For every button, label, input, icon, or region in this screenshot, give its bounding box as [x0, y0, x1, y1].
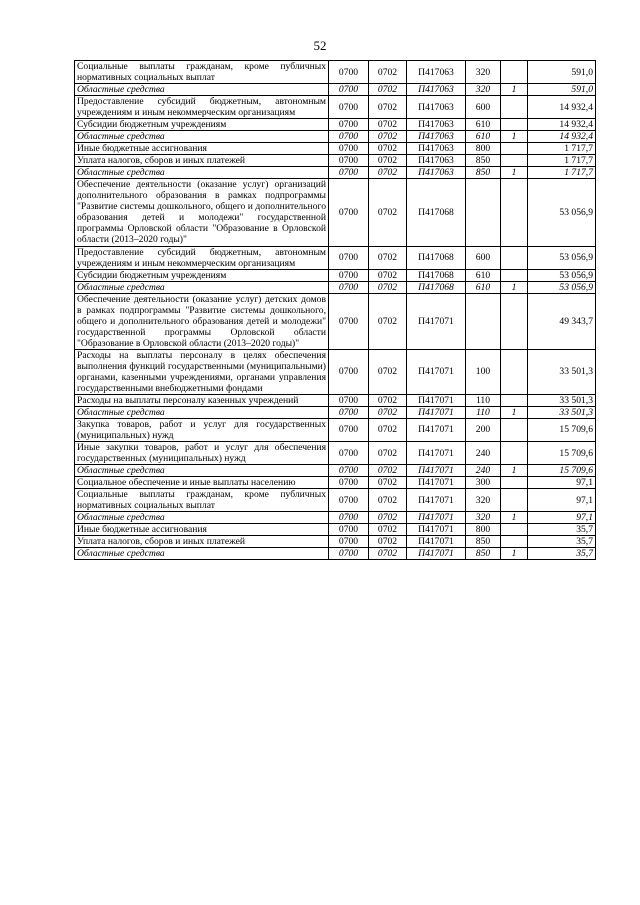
- target-article-cell: П417068: [407, 281, 466, 293]
- expense-name-cell: Обеспечение деятельности (оказание услуг) организаций дополнительного образования в рамках подпрограммы "Развитие системы дошкольного, общего и дополнительного образования детей и молодежи" государственной программы Орловской области "Образование в Орловской области (2013–2020 годы)": [75, 179, 329, 246]
- expense-name-cell: Субсидии бюджетным учреждениям: [75, 269, 329, 281]
- table-row: [75, 349, 596, 394]
- expense-name-cell: Субсидии бюджетным учреждениям: [75, 119, 329, 131]
- table-row: [75, 442, 596, 465]
- funding-source-cell: 1: [501, 281, 528, 293]
- expense-type-cell: 850: [466, 155, 501, 167]
- section-code-cell: 0700: [329, 281, 369, 293]
- expense-type-cell: [466, 293, 501, 349]
- table-row: [75, 179, 596, 246]
- expense-name-cell: Иные бюджетные ассигнования: [75, 524, 329, 536]
- funding-source-cell: 1: [501, 84, 528, 96]
- amount-cell: 1 717,7: [528, 143, 596, 155]
- subsection-code-cell: 0702: [369, 477, 407, 489]
- funding-source-cell: [501, 489, 528, 512]
- section-code-cell: 0700: [329, 394, 369, 406]
- target-article-cell: П417071: [407, 349, 466, 394]
- funding-source-cell: [501, 524, 528, 536]
- table-row: [75, 96, 596, 119]
- target-article-cell: П417063: [407, 84, 466, 96]
- expense-type-cell: 850: [466, 548, 501, 560]
- table-row: [75, 281, 596, 293]
- funding-source-cell: [501, 155, 528, 167]
- section-code-cell: 0700: [329, 477, 369, 489]
- table-row: [75, 548, 596, 560]
- amount-cell: 1 717,7: [528, 167, 596, 179]
- expense-name-cell: Уплата налогов, сборов и иных платежей: [75, 155, 329, 167]
- subsection-code-cell: 0702: [369, 349, 407, 394]
- target-article-cell: П417071: [407, 536, 466, 548]
- expense-type-cell: 110: [466, 406, 501, 418]
- section-code-cell: 0700: [329, 406, 369, 418]
- subsection-code-cell: 0702: [369, 293, 407, 349]
- funding-source-cell: [501, 179, 528, 246]
- amount-cell: 15 709,6: [528, 442, 596, 465]
- expense-name-cell: Обеспечение деятельности (оказание услуг) детских домов в рамках подпрограммы "Развитие системы дошкольного, общего и дополнительного образования детей и молодежи" государственной программы Орловской области "Образование в Орловской области (2013–2020 годы)": [75, 293, 329, 349]
- expense-name-cell: Областные средства: [75, 167, 329, 179]
- target-article-cell: П417063: [407, 61, 466, 84]
- section-code-cell: 0700: [329, 512, 369, 524]
- amount-cell: 33 501,3: [528, 394, 596, 406]
- funding-source-cell: [501, 536, 528, 548]
- expense-name-cell: Областные средства: [75, 465, 329, 477]
- funding-source-cell: [501, 143, 528, 155]
- expense-name-cell: Предоставление субсидий бюджетным, автономным учреждениям и иным некоммерческим организациям: [75, 96, 329, 119]
- target-article-cell: П417063: [407, 167, 466, 179]
- subsection-code-cell: 0702: [369, 269, 407, 281]
- table-row: [75, 143, 596, 155]
- expense-name-cell: Областные средства: [75, 84, 329, 96]
- expense-name-cell: Областные средства: [75, 512, 329, 524]
- funding-source-cell: 1: [501, 465, 528, 477]
- section-code-cell: 0700: [329, 84, 369, 96]
- section-code-cell: 0700: [329, 96, 369, 119]
- target-article-cell: П417071: [407, 394, 466, 406]
- amount-cell: 49 343,7: [528, 293, 596, 349]
- funding-source-cell: [501, 61, 528, 84]
- target-article-cell: П417071: [407, 442, 466, 465]
- table-row: [75, 465, 596, 477]
- subsection-code-cell: 0702: [369, 394, 407, 406]
- budget-table: [74, 60, 596, 560]
- expense-name-cell: Областные средства: [75, 548, 329, 560]
- subsection-code-cell: 0702: [369, 489, 407, 512]
- subsection-code-cell: 0702: [369, 143, 407, 155]
- page-number: 52: [313, 38, 327, 53]
- table-row: [75, 512, 596, 524]
- funding-source-cell: [501, 119, 528, 131]
- amount-cell: 14 932,4: [528, 96, 596, 119]
- target-article-cell: П417071: [407, 524, 466, 536]
- subsection-code-cell: 0702: [369, 418, 407, 441]
- section-code-cell: 0700: [329, 548, 369, 560]
- expense-name-cell: Областные средства: [75, 406, 329, 418]
- section-code-cell: 0700: [329, 418, 369, 441]
- table-row: [75, 489, 596, 512]
- target-article-cell: П417071: [407, 465, 466, 477]
- table-row: [75, 536, 596, 548]
- table-row: [75, 269, 596, 281]
- section-code-cell: 0700: [329, 167, 369, 179]
- amount-cell: 35,7: [528, 536, 596, 548]
- section-code-cell: 0700: [329, 246, 369, 269]
- target-article-cell: П417071: [407, 418, 466, 441]
- expense-type-cell: 320: [466, 489, 501, 512]
- amount-cell: 33 501,3: [528, 406, 596, 418]
- table-row: [75, 84, 596, 96]
- expense-name-cell: Социальное обеспечение и иные выплаты населению: [75, 477, 329, 489]
- expense-name-cell: Расходы на выплаты персоналу в целях обеспечения выполнения функций государственными (муниципальными) органами, казенными учреждениями, органами управления государственными внебюджетными фондами: [75, 349, 329, 394]
- subsection-code-cell: 0702: [369, 96, 407, 119]
- table-row: [75, 61, 596, 84]
- amount-cell: 14 932,4: [528, 119, 596, 131]
- subsection-code-cell: 0702: [369, 131, 407, 143]
- funding-source-cell: [501, 418, 528, 441]
- expense-type-cell: 610: [466, 269, 501, 281]
- section-code-cell: 0700: [329, 269, 369, 281]
- table-row: [75, 131, 596, 143]
- amount-cell: 35,7: [528, 524, 596, 536]
- amount-cell: 14 932,4: [528, 131, 596, 143]
- amount-cell: 15 709,6: [528, 418, 596, 441]
- expense-type-cell: 600: [466, 96, 501, 119]
- subsection-code-cell: 0702: [369, 155, 407, 167]
- table-row: [75, 119, 596, 131]
- section-code-cell: 0700: [329, 442, 369, 465]
- expense-type-cell: 850: [466, 536, 501, 548]
- section-code-cell: 0700: [329, 349, 369, 394]
- funding-source-cell: [501, 477, 528, 489]
- table-body: [75, 61, 596, 560]
- expense-type-cell: 610: [466, 119, 501, 131]
- expense-name-cell: Социальные выплаты гражданам, кроме публичных нормативных социальных выплат: [75, 489, 329, 512]
- funding-source-cell: [501, 96, 528, 119]
- table-row: [75, 406, 596, 418]
- subsection-code-cell: 0702: [369, 465, 407, 477]
- table-row: [75, 524, 596, 536]
- funding-source-cell: [501, 394, 528, 406]
- funding-source-cell: [501, 246, 528, 269]
- amount-cell: 591,0: [528, 84, 596, 96]
- funding-source-cell: 1: [501, 406, 528, 418]
- target-article-cell: П417063: [407, 131, 466, 143]
- expense-type-cell: 100: [466, 349, 501, 394]
- target-article-cell: П417068: [407, 269, 466, 281]
- expense-type-cell: 610: [466, 281, 501, 293]
- section-code-cell: 0700: [329, 489, 369, 512]
- table-row: [75, 293, 596, 349]
- amount-cell: 53 056,9: [528, 281, 596, 293]
- section-code-cell: 0700: [329, 179, 369, 246]
- target-article-cell: П417071: [407, 293, 466, 349]
- expense-type-cell: 110: [466, 394, 501, 406]
- target-article-cell: П417071: [407, 512, 466, 524]
- expense-type-cell: 320: [466, 61, 501, 84]
- expense-type-cell: [466, 179, 501, 246]
- expense-type-cell: 240: [466, 465, 501, 477]
- funding-source-cell: [501, 442, 528, 465]
- funding-source-cell: 1: [501, 131, 528, 143]
- section-code-cell: 0700: [329, 155, 369, 167]
- amount-cell: 35,7: [528, 548, 596, 560]
- subsection-code-cell: 0702: [369, 84, 407, 96]
- table-row: [75, 394, 596, 406]
- expense-type-cell: 800: [466, 524, 501, 536]
- expense-type-cell: 610: [466, 131, 501, 143]
- expense-name-cell: Иные бюджетные ассигнования: [75, 143, 329, 155]
- table-row: [75, 418, 596, 441]
- subsection-code-cell: 0702: [369, 179, 407, 246]
- expense-name-cell: Областные средства: [75, 131, 329, 143]
- expense-type-cell: 200: [466, 418, 501, 441]
- amount-cell: 1 717,7: [528, 155, 596, 167]
- expense-type-cell: 320: [466, 84, 501, 96]
- expense-name-cell: Закупка товаров, работ и услуг для государственных (муниципальных) нужд: [75, 418, 329, 441]
- expense-name-cell: Областные средства: [75, 281, 329, 293]
- amount-cell: 53 056,9: [528, 269, 596, 281]
- funding-source-cell: [501, 349, 528, 394]
- expense-name-cell: Социальные выплаты гражданам, кроме публичных нормативных социальных выплат: [75, 61, 329, 84]
- target-article-cell: П417071: [407, 406, 466, 418]
- funding-source-cell: 1: [501, 512, 528, 524]
- target-article-cell: П417071: [407, 548, 466, 560]
- subsection-code-cell: 0702: [369, 512, 407, 524]
- subsection-code-cell: 0702: [369, 536, 407, 548]
- section-code-cell: 0700: [329, 119, 369, 131]
- amount-cell: 53 056,9: [528, 179, 596, 246]
- table-row: [75, 155, 596, 167]
- target-article-cell: П417063: [407, 155, 466, 167]
- target-article-cell: П417068: [407, 179, 466, 246]
- amount-cell: 15 709,6: [528, 465, 596, 477]
- table-row: [75, 477, 596, 489]
- subsection-code-cell: 0702: [369, 281, 407, 293]
- subsection-code-cell: 0702: [369, 548, 407, 560]
- subsection-code-cell: 0702: [369, 442, 407, 465]
- expense-type-cell: 850: [466, 167, 501, 179]
- subsection-code-cell: 0702: [369, 246, 407, 269]
- funding-source-cell: 1: [501, 548, 528, 560]
- target-article-cell: П417063: [407, 96, 466, 119]
- section-code-cell: 0700: [329, 524, 369, 536]
- amount-cell: 97,1: [528, 477, 596, 489]
- subsection-code-cell: 0702: [369, 406, 407, 418]
- target-article-cell: П417068: [407, 246, 466, 269]
- amount-cell: 591,0: [528, 61, 596, 84]
- section-code-cell: 0700: [329, 143, 369, 155]
- expense-name-cell: Уплата налогов, сборов и иных платежей: [75, 536, 329, 548]
- subsection-code-cell: 0702: [369, 167, 407, 179]
- amount-cell: 97,1: [528, 489, 596, 512]
- section-code-cell: 0700: [329, 536, 369, 548]
- table-row: [75, 167, 596, 179]
- expense-name-cell: Расходы на выплаты персоналу казенных учреждений: [75, 394, 329, 406]
- funding-source-cell: 1: [501, 167, 528, 179]
- expense-type-cell: 320: [466, 512, 501, 524]
- section-code-cell: 0700: [329, 131, 369, 143]
- funding-source-cell: [501, 293, 528, 349]
- amount-cell: 53 056,9: [528, 246, 596, 269]
- amount-cell: 97,1: [528, 512, 596, 524]
- expense-name-cell: Иные закупки товаров, работ и услуг для обеспечения государственных (муниципальных) нужд: [75, 442, 329, 465]
- section-code-cell: 0700: [329, 293, 369, 349]
- subsection-code-cell: 0702: [369, 119, 407, 131]
- funding-source-cell: [501, 269, 528, 281]
- target-article-cell: П417063: [407, 119, 466, 131]
- table-row: [75, 246, 596, 269]
- amount-cell: 33 501,3: [528, 349, 596, 394]
- subsection-code-cell: 0702: [369, 524, 407, 536]
- subsection-code-cell: 0702: [369, 61, 407, 84]
- section-code-cell: 0700: [329, 61, 369, 84]
- expense-name-cell: Предоставление субсидий бюджетным, автономным учреждениям и иным некоммерческим организациям: [75, 246, 329, 269]
- expense-type-cell: 800: [466, 143, 501, 155]
- target-article-cell: П417071: [407, 489, 466, 512]
- expense-type-cell: 300: [466, 477, 501, 489]
- section-code-cell: 0700: [329, 465, 369, 477]
- target-article-cell: П417063: [407, 143, 466, 155]
- expense-type-cell: 240: [466, 442, 501, 465]
- expense-type-cell: 600: [466, 246, 501, 269]
- target-article-cell: П417071: [407, 477, 466, 489]
